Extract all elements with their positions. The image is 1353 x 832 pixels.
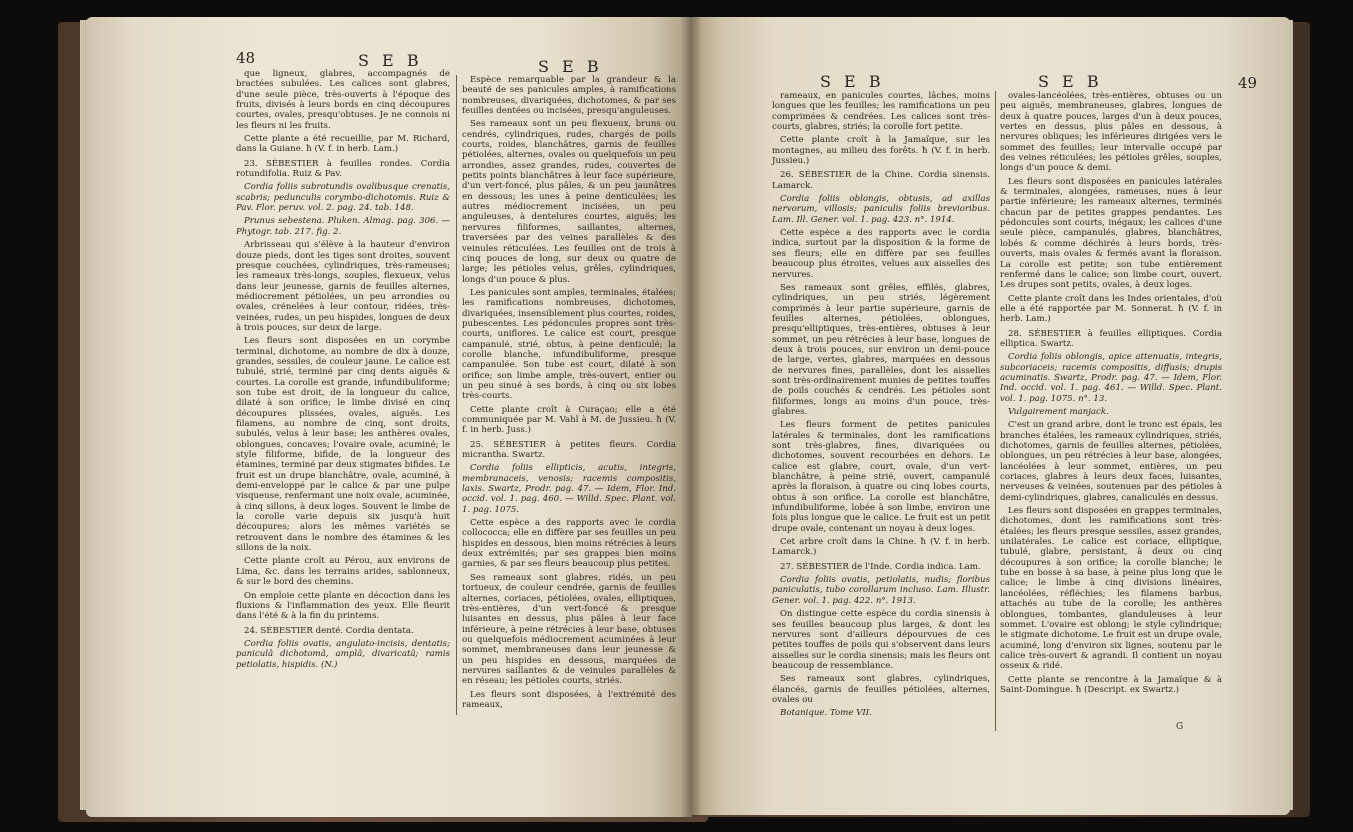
paragraph: Cette plante a été recueillie, par M. Richard, dans la Guiane. ħ (V. f. in herb. Lam.) (236, 134, 450, 155)
right-page-column-1 (772, 91, 990, 722)
paragraph: Botanique. Tome VII. (780, 708, 872, 719)
paragraph: On emploie cette plante en décoction dans les fluxions & l'inflammation des yeux. Elle fleurit dans l'été & à la fin du printems. (236, 590, 450, 622)
paragraph: Les fleurs sont disposées, à l'extrémité des rameaux, (462, 689, 676, 710)
running-head-left-a: S E B (358, 51, 423, 70)
right-page-column-2 (1000, 91, 1222, 698)
paragraph: C'est un grand arbre, dont le tronc est épais, les branches étalées, les rameaux cylindriques, striés, dichotomes, garnis de feuilles alternes, pétiolées, oblongues, un peu rétrécies à leur base, alongées, lancéolées à leur sommet, entières, un peu coriaces, glabres à leurs deux faces, luisantes, nerveuses & veinées, soutenues par des pétioles à demi-cylindriques, glabres, canaliculés en dessus. (1000, 420, 1222, 503)
right-page (690, 17, 1290, 815)
page-number-left: 48 (236, 49, 256, 67)
paragraph: Ses rameaux sont glabres, ridés, un peu tortueux, de couleur cendrée, garnis de feuilles alternes, coriaces, pétiolées, ovales, elliptiques, très-entières, d'un vert-foncé & presque luisantes en dessus, plus pâles à leur face inférieure, à peine rétrécies à leur base, obtuses ou quelquefois médiocrement acuminées à leur sommet, membraneuses dans leur jeunesse & un peu hispides en dessous, marquées de nervures saillantes & de veinules parallèles & en réseau; les pétioles courts, striés. (462, 572, 676, 687)
paragraph: Cette plante croît à Curaçao; elle a été communiquée par M. Vahl à M. de Jussieu. ħ (V. f. in herb. Juss.) (462, 404, 676, 436)
paragraph: 28. SÉBESTIER à feuilles elliptiques. Cordia elliptica. Swartz. (1000, 328, 1222, 349)
paragraph: Cet arbre croît dans la Chine. ħ (V. f. in herb. Lamarck.) (772, 537, 990, 558)
paragraph: Cordia foliis oblongis, apice attenuatis, integris, subcoriaceis; racemis compositis, diffusis; drupis acuminatis. Swartz, Prodr. pag. 47. — Idem, Flor. Ind. occid. vol. 1. pag. 461. — Willd. Spec. Plant. vol. 1. pag. 1075. n°. 13. (1000, 352, 1222, 404)
column-rule-right (995, 91, 996, 731)
paragraph: Espèce remarquable par la grandeur & la beauté de ses panicules amples, à ramifications nombreuses, divariquées, dichotomes, & par ses feuilles dentées ou incisées, presqu'anguleuses. (462, 75, 676, 117)
paragraph: Cordia foliis ovatis, angulato-incisis, dentatis; paniculâ dichotomâ, amplâ, divaricatâ; ramis petiolatis, hispidis. (N.) (236, 638, 450, 670)
book-gutter (680, 17, 702, 817)
paragraph: Les fleurs forment de petites panicules latérales & terminales, dont les ramifications sont très-glabres, fines, divariquées ou dichotomes, souvent recourbées en dehors. Le calice est glabre, court, ovale, d'un vert-blanchâtre, à peine strié, ouvert, campanulé après la floraison, à quatre ou cinq lobes courts, obtus à son orifice. La corolle est blanchâtre, infundibuliforme, lobée à son limbe, environ une fois plus longue que le calice. Le fruit est un petit drupe ovale, contenant un noyau à deux loges. (772, 420, 990, 534)
paragraph: 26. SÉBESTIER de la Chine. Cordia sinensis. Lamarck. (772, 170, 990, 191)
running-head-right-b: S E B (1038, 72, 1103, 91)
paragraph: Ses rameaux sont un peu flexueux, bruns ou cendrés, cylindriques, rudes, chargés de poils courts, roides, blanchâtres, garnis de feuilles pétiolées, alternes, ovales ou quelquefois un peu arrondies, assez grandes, rudes, couvertes de petits points blanchâtres à leur face supérieure, d'un vert-foncé, plus pâles, & un peu jaunâtres en dessous; les unes à peine denticulées; les autres médiocrement incisées, un peu anguleuses, à dentelures courtes, aiguës; les nervures filiformes, saillantes, alternes, traversées par des veines parallèles & des veinules réticulées. Les feuilles ont de trois à cinq pouces de long, sur deux ou quatre de large; les pétioles velus, grêles, cylindriques, longs d'un pouce & plus. (462, 119, 676, 285)
paragraph: Cordia foliis subrotundis ovalibusque crenatis, scabris; pedunculis corymbo-dichotomis. Ruiz & Pav. Flor. peruv. vol. 2. pag. 24. tab. 148. (236, 182, 450, 214)
paragraph: Les panicules sont amples, terminales, étalées; les ramifications nombreuses, dichotomes, divariquées, insensiblement plus courtes, roides, pubescentes. Les pédoncules propres sont très-courts, uniflores. Le calice est court, presque campanulé, strié, obtus, à peine denticulé; la corolle blanche, infundibuliforme, presque campanulée. Son tube est court, dilaté à son orifice; son limbe ample, très-ouvert, entier ou un peu sinué à ses bords, à cinq ou six lobes très-courts. (462, 287, 676, 402)
paragraph: ovales-lancéolées, très-entières, obtuses ou un peu aiguës, membraneuses, glabres, longues de deux à quatre pouces, larges d'un à deux pouces, vertes en dessus, plus pâles en dessous, à nervures obliques; les inférieures dirigées vers le sommet des feuilles; leur intervalle occupé par des veines réticulées; les pétioles grêles, souples, longs d'un pouce & demi. (1000, 91, 1222, 174)
running-head-left-b: S E B (538, 57, 603, 76)
paragraph: On distingue cette espèce du cordia sinensis à ses feuilles beaucoup plus larges, & dont les nervures sont d'ailleurs dépourvues de ces petites touffes de poils qui s'observent dans leurs aisselles sur le cordia sinensis; mais les fleurs ont beaucoup de ressemblance. (772, 609, 990, 671)
paragraph: que ligneux, glabres, accompagnés de bractées subulées. Les calices sont glabres, d'une seule pièce, très-ouverts à l'époque des fruits, divisés à leurs bords en cinq découpures courtes, ovales, presqu'obtuses. Je ne connois ni les fleurs ni les fruits. (236, 69, 450, 131)
paragraph: Prunus sebestena. Pluken. Almag. pag. 306. — Phytogr. tab. 217. fig. 2. (236, 216, 450, 237)
paragraph: Cette plante croît à la Jamaïque, sur les montagnes, au milieu des forêts. ħ (V. f. in herb. Jussieu.) (772, 135, 990, 167)
paragraph: Ses rameaux sont grêles, effilés, glabres, cylindriques, un peu striés, légèrement comprimés à leur partie supérieure, garnis de feuilles alternes, pétiolées, oblongues, presqu'elliptiques, très-entières, obtuses à leur sommet, un peu rétrécies à leur base, longues de deux à trois pouces, sur environ un demi-pouce de large, vertes, glabres, marquées en dessous de nervures fines, parallèles, dont les aisselles sont très-ordinairement munies de petites touffes de poils couchés & cendrés. Les pétioles sont filiformes, longs au moins d'un pouce, très-glabres. (772, 282, 990, 417)
column-rule-left (456, 75, 457, 715)
running-head-right-a: S E B (820, 72, 885, 91)
paragraph: Cette plante croît dans les Indes orientales, d'où elle a été rapportée par M. Sonnerat. ħ (V. f. in herb. Lam.) (1000, 293, 1222, 325)
paragraph: Cette espèce a des rapports avec le cordia collococca; elle en diffère par ses feuilles un peu hispides en dessous, bien moins rétrécies à leurs deux extrémités; par ses grappes bien moins garnies, & par ses fleurs beaucoup plus petites. (462, 518, 676, 570)
paragraph: Cordia foliis oblongis, obtusis, ad axillas nervorum, villosis; paniculis foliis brevioribus. Lam. Ill. Gener. vol. 1. pag. 423. n°. 1914. (772, 194, 990, 225)
signature-mark: G (1176, 722, 1184, 732)
paragraph: Les fleurs sont disposées en grappes terminales, dichotomes, dont les ramifications sont très-étalées; les fleurs presque sessiles, assez grandes, unilatérales. Le calice est coriace, elliptique, tubulé, glabre, persistant, à deux ou cinq découpures à son orifice; la corolle blanche; le tube en bosse à sa base, à peine plus long que le calice; le limbe à cinq divisions linéaires, lancéolées, réfléchies; les filamens barbus, attachés au tube de la corolle; les anthères oblongues, tombantes, glanduleuses à leur sommet. L'ovaire est oblong; le style cylindrique; le stigmate dichotome. Le fruit est un drupe ovale, acuminé, long d'environ six lignes, soutenu par le calice très-ouvert & agrandi. Il contient un noyau osseux & ridé. (1000, 506, 1222, 672)
paragraph: 24. SÉBESTIER denté. Cordia dentata. (244, 625, 414, 636)
paragraph: Arbrisseau qui s'élève à la hauteur d'environ douze pieds, dont les tiges sont droites, souvent presque couchées, cylindriques, très-rameuses; les rameaux très-longs, souples, flexueux, velus dans leur jeunesse, garnis de feuilles alternes, médiocrement pétiolées, un peu arrondies ou ovales, crénelées à leur contour, ridées, très-veinées, rudes, un peu hispides, longues de deux à trois pouces, sur deux de large. (236, 240, 450, 333)
paragraph: 27. SÉBESTIER de l'Inde. Cordia indica. Lam. (780, 561, 981, 572)
paragraph: Cette plante croît au Pérou, aux environs de Lima, &c. dans les terrains arides, sablonneux, & sur le bord des chemins. (236, 556, 450, 588)
paragraph: Les fleurs sont disposées en panicules latérales & terminales, alongées, rameuses, nues à leur partie inférieure; les rameaux alternes, terminés chacun par de petites grappes pendantes. Les pédoncules sont courts, inégaux; les calices d'une seule pièce, campanulés, glabres, blanchâtres, lobés & comme déchirés à leurs bords, très-ouverts, mais ovales & fermés avant la floraison. La corolle est petite; son tube entièrement renfermé dans le calice; son limbe court, ouvert. Les drupes sont petits, ovales, à deux loges. (1000, 176, 1222, 291)
paragraph: Cette plante se rencontre à la Jamaïque & à Saint-Domingue. ħ (Descript. ex Swartz.) (1000, 674, 1222, 695)
page-number-right: 49 (1238, 74, 1258, 92)
paragraph: 23. SÉBESTIER à feuilles rondes. Cordia rotundifolia. Ruiz & Pav. (236, 158, 450, 180)
paragraph: Cette espèce a des rapports avec le cordia indica, surtout par la disposition & la forme de ses fleurs; elle en diffère par ses feuilles beaucoup plus étroites, velues aux aisselles des nervures. (772, 228, 990, 280)
paragraph: Les fleurs sont disposées en un corymbe terminal, dichotome, au nombre de dix à douze, grandes, sessiles, de couleur jaune. Le calice est tubulé, strié, terminé par cinq dents aiguës & courtes. La corolle est grande, infundibuliforme; son tube est droit, de la longueur du calice, dilaté à son orifice; le limbe divisé en cinq découpures plissées, ovales, aiguës. Les filamens, au nombre de cinq, sont droits, subulés, velus à leur base; les anthères ovales, oblongues, concaves; l'ovaire ovale, acuminé; le style filiforme, bifide, de la longueur des étamines, terminé par deux stigmates bifides. Le fruit est un drupe blanchâtre, ovale, acuminé, à demi-enveloppé par le calice & par une pulpe visqueuse, renfermant une noix ovale, acuminée, à cinq sillons, à deux loges. Souvent le limbe de la corolle varie depuis six jusqu'à huit découpures; alors les mêmes variétés se retrouvent dans le nombre des étamines & les sillons de la noix. (236, 336, 450, 554)
paragraph: Vulgairement manjack. (1008, 406, 1109, 417)
left-page-column-2 (462, 75, 676, 713)
paragraph: rameaux, en panicules courtes, lâches, moins longues que les feuilles; les ramifications un peu comprimées & cendrées. Les calices sont très-courts, glabres, striés; la corolle fort petite. (772, 91, 990, 133)
paragraph: 25. SÉBESTIER à petites fleurs. Cordia micrantha. Swartz. (462, 439, 676, 461)
left-page (86, 17, 692, 817)
paragraph: Ses rameaux sont glabres, cylindriques, élancés, garnis de feuilles pétiolées, alternes, ovales ou (772, 674, 990, 705)
paragraph: Cordia foliis ovatis, petiolatis, nudis; floribus paniculatis, tubo corollarum incluso. Lam. Illustr. Gener. vol. 1. pag. 422. n°. 1913. (772, 575, 990, 606)
left-page-column-1 (236, 69, 450, 673)
paragraph: Cordia foliis ellipticis, acutis, integris, membranaceis, venosis; racemis compositis, laxis. Swartz, Prodr. pag. 47. — Idem, Flor. Ind. occid. vol. 1. pag. 460. — Willd. Spec. Plant. vol. 1. pag. 1075. (462, 463, 676, 515)
